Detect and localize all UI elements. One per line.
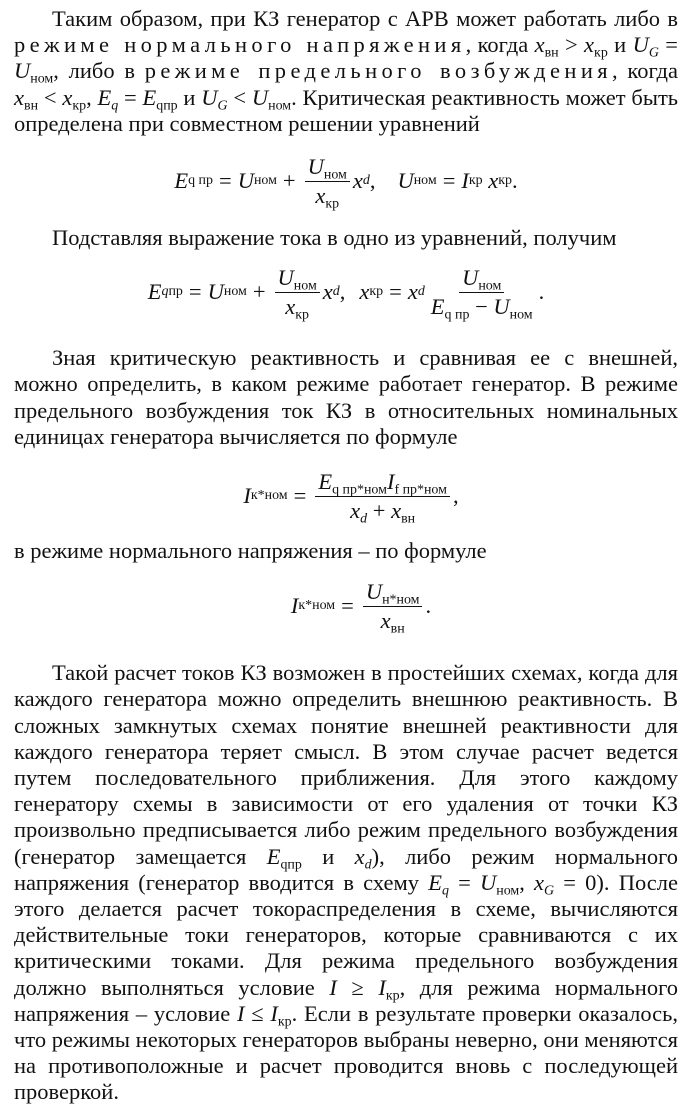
fraction — [428, 264, 536, 323]
math: U — [632, 32, 649, 58]
math: U — [479, 869, 497, 895]
math: E — [147, 279, 162, 305]
math: x — [488, 168, 499, 194]
math-sub: кр — [325, 195, 340, 211]
math-sub: ном — [323, 166, 347, 182]
math: x — [534, 869, 545, 895]
math: , — [452, 483, 459, 509]
math-sub: пр — [168, 284, 183, 300]
math-sub: G — [217, 98, 228, 114]
math-sub: q пр*ном — [332, 481, 387, 497]
math-sub: кр — [385, 988, 400, 1004]
spaced-term: режиме нормального напряжения — [14, 32, 466, 58]
math: E — [266, 843, 281, 869]
fraction — [363, 578, 423, 637]
math: x — [359, 279, 370, 305]
text: ), либо режим нормального напряжения (генератор вводится в схему — [14, 843, 678, 895]
text: либо в — [68, 58, 135, 84]
math: . — [538, 279, 545, 305]
math: U — [207, 279, 224, 305]
math-sub: qпр — [280, 857, 302, 873]
math: = — [188, 279, 202, 305]
formula-4: I к*ном = $\frac{U_{н*ном}}{x_{вн}}$ . — [290, 578, 432, 637]
math: I — [461, 168, 469, 194]
math: U — [14, 58, 31, 84]
formula-1: E q пр = U ном + $\frac{U_{ном}}{x_{кр}}$ x d , U ном = I кр x кр . — [174, 153, 518, 211]
paragraph-3: Зная критическую реактивность и сравнивая ее с внешней, можно определить, в каком режиме работает генератор. В режиме предельного возбуждения ток КЗ в относительных номинальных единицах генератора вычисляется по формуле — [14, 345, 678, 449]
math: I — [243, 483, 251, 509]
math: , — [339, 279, 346, 305]
paragraph-5 — [14, 660, 678, 1105]
math-sub: н*ном — [382, 592, 420, 608]
text: Таким образом, при КЗ генератор с АРВ может работать либо в — [52, 6, 678, 31]
math: = — [389, 279, 402, 305]
text: когда — [627, 58, 678, 84]
math-sub: q пр — [444, 307, 470, 323]
math: I — [386, 468, 395, 494]
math-sub: вн — [390, 621, 405, 637]
math-sub: G — [544, 883, 555, 899]
math: E — [318, 468, 333, 494]
math-sub: q — [441, 883, 449, 899]
math-sub: d — [364, 857, 372, 873]
math: E — [97, 84, 112, 110]
math-sub: d — [417, 284, 425, 300]
math-sub: вн — [24, 98, 39, 114]
math: x — [62, 84, 73, 110]
math: U — [237, 168, 254, 194]
math: U — [201, 84, 218, 110]
math: = — [442, 168, 456, 194]
math: I — [237, 1000, 245, 1026]
spaced-term: режиме предельного возбуждения — [144, 58, 613, 84]
math: x — [322, 279, 333, 305]
math: E — [430, 293, 445, 319]
math: I — [270, 1000, 278, 1026]
math-sub: q — [111, 98, 119, 114]
math: x — [584, 32, 595, 58]
math: . — [512, 168, 518, 194]
math: U — [251, 84, 269, 110]
text: Такой расчет токов КЗ возможен в простейших схемах, когда для каждого генератора можно определить внешнюю реактивность. В сложных замкнутых схемах понятие внешней реактивности для каждого генератора теряет смысл. В этом случае расчет ведется путем последовательного приближения. Для этого каждому генератору схемы в зависимости от его удаления от точки КЗ произвольно предписывается либо режим предельного возбуждения (генератор замещается — [14, 660, 678, 869]
math: + — [252, 279, 266, 305]
math-sub: ном — [268, 98, 292, 114]
paragraph-1: Таким образом, при КЗ генератор с АРВ может работать либо в режиме нормального напряжения, когда $x_{вн} > x_{кр}$ и $U_G = U_{ном}$, либо в режиме предельного возбуждения, когда $x_{вн} < x_{кр}$, $E_q = E_{qпр}$ и $U_G < U_{ном}$. Критическая реактивность может быть определена при совместном решении уравнений — [14, 6, 679, 136]
math: x — [354, 843, 365, 869]
math: , — [369, 168, 376, 194]
math-sub: ном — [478, 278, 502, 294]
text: , для режима нормального напряжения – условие — [14, 974, 679, 1026]
fraction — [305, 154, 350, 209]
math: + — [282, 168, 296, 194]
text: , когда — [465, 32, 529, 58]
math: U — [307, 153, 324, 179]
math: E — [174, 168, 189, 194]
math: x — [285, 293, 296, 319]
math: I — [378, 974, 386, 1000]
math-sub: G — [648, 45, 659, 61]
math: x — [315, 182, 326, 208]
text: . Если в результате проверки оказалось, что режимы некоторых генераторов выбраны неверно, они меняются на противоположные и расчет проводится вновь с последующей проверкой. — [14, 1000, 678, 1105]
math: = — [118, 84, 143, 110]
formula-2: E qпр = U ном + $\frac{U_{ном}}{x_{кр}}$ x d , x кр = x d $\frac{U_{ном}}{E_{q пр} - U_{ном}}$ . — [147, 264, 545, 323]
math-sub: ном — [30, 71, 54, 87]
math-sub: qпр — [156, 98, 178, 114]
math: 0 — [585, 869, 597, 895]
math-sub: ном — [509, 307, 533, 323]
math: x — [407, 279, 418, 305]
math-sub: кр — [295, 307, 310, 323]
math: − — [469, 293, 494, 319]
math: x — [534, 32, 545, 58]
math: E — [142, 84, 157, 110]
math-sub: q — [161, 284, 169, 300]
math: E — [428, 869, 442, 895]
math-sub: d — [362, 173, 370, 189]
math-sub: кр — [72, 98, 87, 114]
text: и — [183, 84, 196, 110]
math-sub: ном — [293, 278, 317, 294]
formula-3: I к*ном = $\frac{E_{q пр*ном}I_{f пр*ном}}{x_d + x_{вн}}$ , — [243, 468, 459, 526]
text: и — [322, 843, 335, 869]
paragraph-4: в режиме нормального напряжения – по формуле — [14, 538, 487, 564]
fraction — [275, 264, 320, 323]
math-sub: кр — [594, 45, 608, 61]
math: = — [218, 168, 232, 194]
paragraph-2: Подставляя выражение тока в одно из уравнений, получим — [52, 225, 617, 251]
math-sub: вн — [401, 510, 416, 526]
math: I — [290, 593, 299, 619]
math: x — [14, 84, 24, 110]
text: ). После этого делается расчет токораспределения в схеме, вычисляются действительные токи генераторов, которые сравниваются с их критическими токами. Для режима предельного возбуждения должно выполняться условие — [14, 869, 678, 1000]
math-sub: f пр*ном — [394, 481, 447, 497]
math: I — [329, 974, 337, 1000]
math: , — [519, 869, 535, 895]
math: ≥ — [336, 974, 379, 1000]
math: x — [352, 168, 363, 194]
math: + — [367, 497, 392, 523]
math-sub: d — [360, 510, 368, 526]
math: > — [558, 32, 585, 58]
math: U — [277, 264, 294, 290]
math: . — [425, 593, 432, 619]
page — [14, 6, 678, 1106]
math: x — [350, 497, 361, 523]
math: U — [493, 293, 510, 319]
math: U — [397, 168, 414, 194]
math: x — [380, 607, 391, 633]
math: = — [658, 32, 678, 58]
math-sub: кр — [277, 1014, 292, 1030]
math: < — [227, 84, 252, 110]
math: = — [293, 483, 307, 509]
math: = — [341, 593, 354, 619]
math: ≤ — [244, 1000, 271, 1026]
math: x — [391, 497, 402, 523]
text: Критическая реактивность может быть определена при совместном решении уравнений — [14, 84, 679, 136]
math: = — [554, 869, 586, 895]
math-sub: d — [332, 284, 340, 300]
fraction — [315, 469, 450, 524]
math: U — [462, 264, 479, 290]
math: < — [38, 84, 63, 110]
math: = — [448, 869, 480, 895]
math: U — [365, 578, 383, 604]
math-sub: вн — [544, 45, 559, 61]
math-sub: ном — [496, 883, 520, 899]
